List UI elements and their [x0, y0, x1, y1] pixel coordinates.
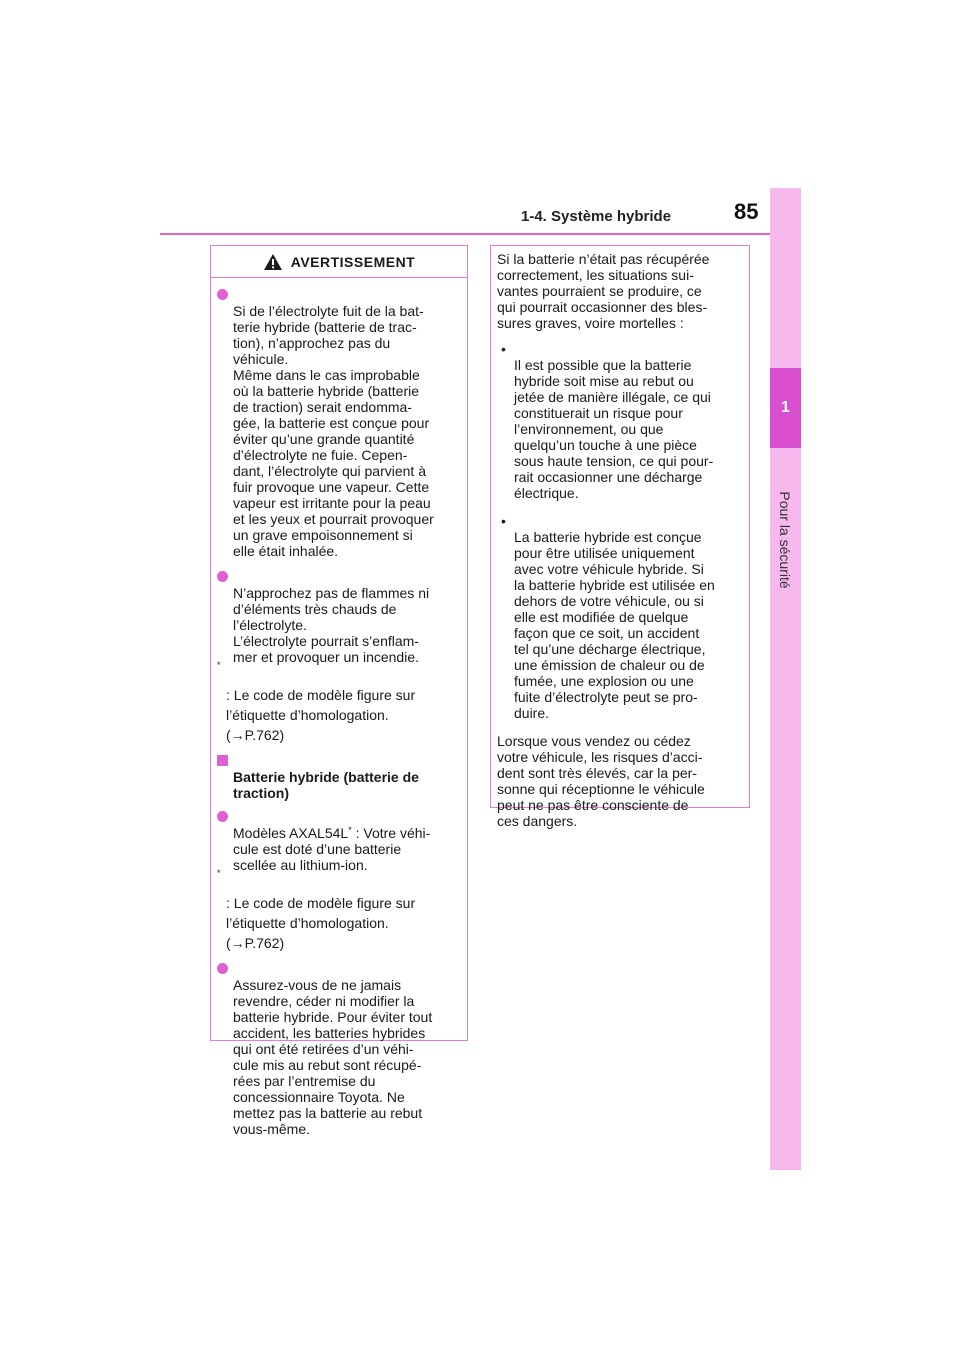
page-number: 85 — [734, 199, 759, 224]
warning-triangle-icon — [263, 253, 283, 271]
footnote: * : Le code de modèle figure sur l’étiquette d’homologation. (→P.762) — [217, 868, 416, 951]
bullet-dot: • — [501, 341, 506, 357]
footnote-text: : Le code de modèle figure sur l’étiquette d’homologation. (→P.762) — [226, 687, 416, 743]
warning-title: AVERTISSEMENT — [290, 253, 416, 270]
section-header-title: 1-4. Système hybride — [521, 208, 672, 225]
warning-item-flames — [217, 569, 459, 665]
risk-list-text: La batterie hybride est conçue pour être utilisée uniquement avec votre véhicule hybride. Si la batterie hybride est utilisée en dehors de votre véhicule, ou si elle est modifiée de quelque façon que ce soit, un accident tel qu’une décharge électrique, une émission de chaleur ou de fumée, une explosion ou une fuite d’électrolyte peut se pro- duire. — [514, 529, 715, 721]
section-heading — [217, 753, 459, 801]
risk-list-text: Il est possible que la batterie hybride soit mise au rebut ou jetée de manière illégale, ce qui constituerait un risque pour l’environnement, ou que quelqu’un touche à une pièce sous haute tension, ce qui pour- rait occasionner une décharge électrique. — [514, 357, 714, 501]
footnote: * : Le code de modèle figure sur l’étiquette d’homologation. (→P.762) — [217, 660, 416, 743]
chapter-number-badge: 1 — [770, 368, 801, 448]
warning-item-text: N’approchez pas de flammes ni d’éléments très chauds de l’électrolyte. L’électrolyte pourrait s’enflam- mer et provoquer un incendie. — [233, 585, 430, 665]
footnote-mark: * — [348, 825, 352, 835]
warning-item-model — [217, 809, 459, 873]
warning-continuation-box — [490, 245, 750, 829]
bullet-dot: • — [501, 513, 506, 529]
intro-paragraph: Si la batterie n’était pas récupérée correctement, les situations sui- vantes pourraient se produire, ce qui pourrait occasionner des bles- sures graves, voire mortelles : — [497, 251, 710, 331]
risk-list-item — [497, 341, 741, 501]
closing-paragraph: Lorsque vous vendez ou cédez votre véhicule, les risques d’acci- dent sont très élevés, car la per- sonne qui réceptionne le véhicule peut ne pas être consciente de ces dangers. — [497, 733, 705, 829]
chapter-title-vertical: Pour la sécurité — [777, 491, 793, 589]
bullet-icon — [217, 811, 228, 822]
section-heading-text: Batterie hybride (batterie de traction) — [233, 769, 419, 801]
square-bullet-icon — [217, 755, 228, 766]
footnote-text: : Le code de modèle figure sur l’étiquette d’homologation. (→P.762) — [226, 895, 416, 951]
bullet-icon — [217, 963, 228, 974]
warning-item-text: Si de l’électrolyte fuit de la bat- terie hybride (batterie de trac- tion), n’approchez pas du véhicule. Même dans le cas improbable où la batterie hybride (batterie de traction) serait endomma- gée, la batterie est conçue pour éviter qu’une grande quantité d’électrolyte ne fuie. Cepen- dant, l’électrolyte qui parvient à fuir provoque une vapeur. Cette vapeur est irritante pour la peau et les yeux et pourrait provoquer un grave empoisonnement si elle était inhalée. — [233, 303, 434, 559]
model-code: Modèles AXAL54L — [233, 825, 349, 841]
risk-list-item — [497, 513, 741, 721]
warning-item-do-not-resell — [217, 961, 459, 1137]
warning-header — [211, 246, 467, 278]
warning-item-text: : Votre véhi- cule est doté d’une batterie scellée au lithium-ion. — [233, 825, 431, 873]
bullet-icon — [217, 289, 228, 300]
warning-item-text: Assurez-vous de ne jamais revendre, céder ni modifier la batterie hybride. Pour éviter tout accident, les batteries hybrides qui ont été retirées d’un véhi- cule mis au rebut sont récupé- rées par l’entremise du concessionnaire Toyota. Ne mettez pas la batterie au rebut vous-même. — [233, 977, 433, 1137]
warning-body — [211, 278, 467, 1137]
chapter-side-tab — [770, 188, 801, 1170]
header-divider — [160, 233, 770, 235]
warning-item-electrolyte-leak — [217, 287, 459, 559]
warning-box — [210, 245, 468, 1137]
bullet-icon — [217, 571, 228, 582]
